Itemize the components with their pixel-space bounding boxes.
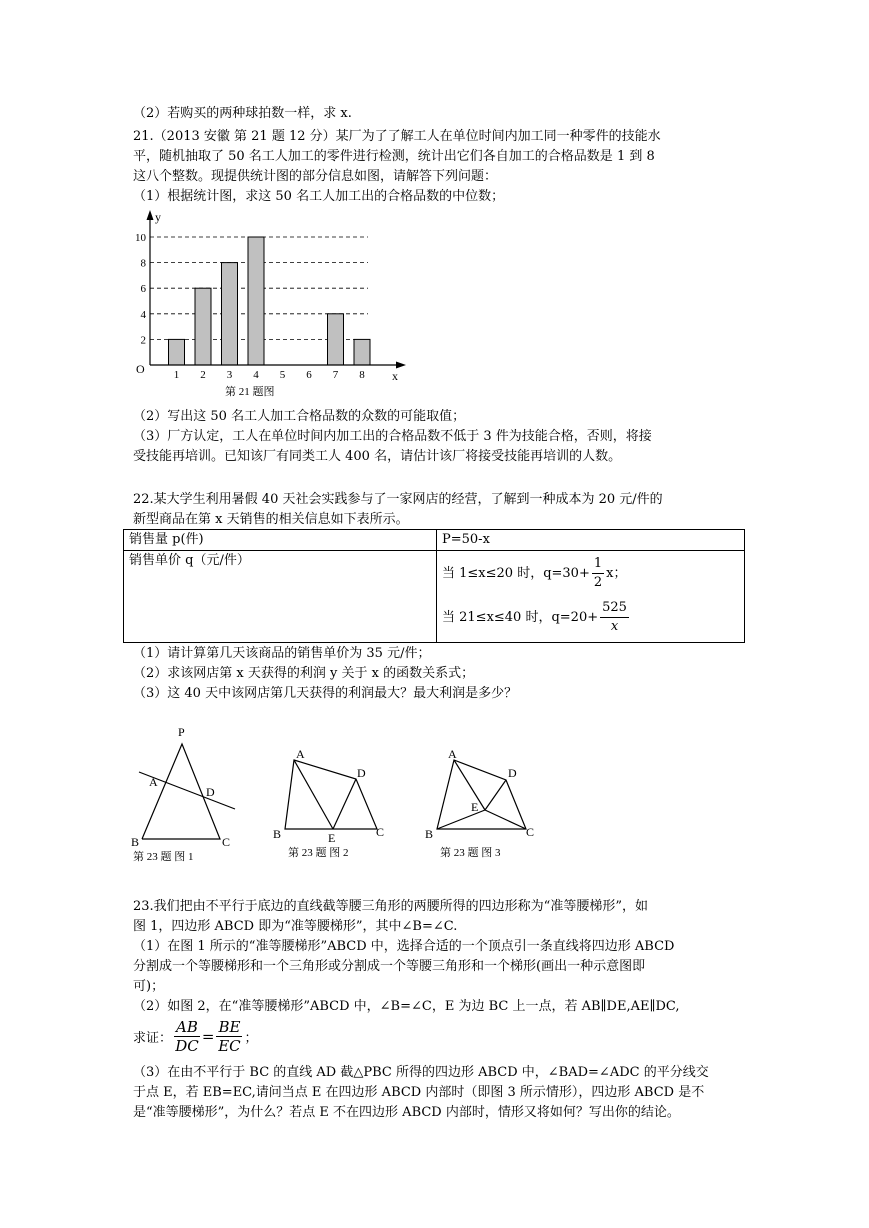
q23-line-2: 图 1，四边形 ABCD 即为“准等腰梯形”，其中∠B=∠C. bbox=[133, 919, 458, 934]
q23-proof-statement bbox=[133, 1018, 257, 1055]
x-tick-label: 3 bbox=[226, 369, 233, 381]
equals-sign: = bbox=[201, 1027, 215, 1046]
label-e: E bbox=[471, 800, 479, 814]
q21-part3-line-1: （3）厂方认定，工人在单位时间内加工出的合格品数不低于 3 件为技能合格，否则，将接 bbox=[133, 429, 652, 444]
label-e: E bbox=[328, 831, 336, 845]
proof-suffix: ； bbox=[244, 1031, 258, 1046]
table-row bbox=[124, 551, 745, 643]
q22-part3: （3）这 40 天中该网店第几天获得的利润最大？最大利润是多少？ bbox=[133, 686, 518, 701]
label-b: B bbox=[273, 827, 282, 841]
x-tick-label: 1 bbox=[173, 369, 180, 381]
q21-part2: （2）写出这 50 名工人加工合格品数的众数的可能取值； bbox=[133, 409, 466, 424]
x-tick-label: 7 bbox=[332, 369, 339, 381]
proof-prefix: 求证： bbox=[133, 1031, 173, 1046]
y-tick-label: 4 bbox=[140, 308, 146, 321]
label-a: A bbox=[296, 747, 305, 761]
fraction-be-numerator: BE bbox=[218, 1018, 241, 1036]
label-a: A bbox=[448, 747, 457, 761]
price-case-2 bbox=[442, 599, 739, 641]
q23-line-1: 23.我们把由不平行于底边的直线截等腰三角形的两腰所得的四边形称为“准等腰梯形”，如 bbox=[133, 899, 648, 914]
figure-1-caption: 第 23 题 图 1 bbox=[133, 851, 194, 863]
q23-line-4: 分割成一个等腰梯形和一个三角形或分割成一个等腰三角形和一个梯形(画出一种示意图即 bbox=[133, 959, 646, 974]
origin-label: O bbox=[136, 362, 145, 376]
segment-de bbox=[485, 780, 506, 810]
q22-info-table bbox=[123, 529, 745, 643]
case2-denominator: x bbox=[610, 619, 619, 634]
fraction-half bbox=[592, 555, 604, 592]
bar bbox=[195, 288, 211, 365]
chart-caption: 第 21 题图 bbox=[225, 386, 275, 398]
bar bbox=[328, 314, 344, 365]
q22-part2: （2）求该网店第 x 天获得的利润 y 关于 x 的函数关系式； bbox=[133, 666, 475, 681]
fraction-ec-denominator: EC bbox=[218, 1037, 241, 1055]
bar bbox=[222, 263, 238, 365]
table-cell-price-cases bbox=[437, 551, 745, 643]
q23-figure-3 bbox=[420, 740, 555, 865]
label-c: C bbox=[376, 825, 385, 839]
figure-3-caption: 第 23 题 图 3 bbox=[440, 847, 501, 859]
case1-denominator: 2 bbox=[593, 575, 603, 590]
q23-line-3: （1）在图 1 所示的“准等腰梯形”ABCD 中，选择合适的一个顶点引一条直线将四边形 ABCD bbox=[133, 939, 675, 954]
q23-figure-2 bbox=[270, 740, 395, 865]
q23-line-5: 可)； bbox=[133, 979, 165, 994]
q22-line-2: 新型商品在第 x 天销售的相关信息如下表所示。 bbox=[133, 512, 409, 527]
segment-de bbox=[333, 779, 356, 829]
label-p: P bbox=[178, 725, 185, 739]
y-axis-label: y bbox=[155, 210, 161, 224]
case1-prefix: 当 1≤x≤20 时，q=30+ bbox=[442, 566, 590, 581]
label-b: B bbox=[425, 827, 434, 841]
x-tick-label: 5 bbox=[279, 369, 286, 381]
price-case-1 bbox=[442, 552, 739, 599]
table-row bbox=[124, 530, 745, 551]
label-d: D bbox=[508, 766, 517, 780]
q23-part3-line-3: 是“准等腰梯形”，为什么？若点 E 不在四边形 ABCD 内部时，情形又将如何？写出你的结论。 bbox=[133, 1105, 680, 1120]
bar bbox=[169, 339, 185, 365]
figure-2-caption: 第 23 题 图 2 bbox=[288, 847, 349, 859]
fraction-be-ec bbox=[216, 1018, 242, 1055]
y-axis-arrow bbox=[147, 210, 154, 220]
case1-suffix: x； bbox=[606, 566, 627, 581]
label-c: C bbox=[222, 835, 231, 849]
case2-prefix: 当 21≤x≤40 时，q=20+ bbox=[442, 610, 599, 625]
y-tick-label: 2 bbox=[140, 334, 146, 347]
x-axis-label: x bbox=[392, 369, 398, 383]
label-d: D bbox=[357, 766, 366, 780]
table-cell-sales-value: P=50-x bbox=[437, 530, 745, 551]
y-tick-label: 6 bbox=[140, 283, 146, 296]
label-c: C bbox=[526, 825, 535, 839]
bar bbox=[248, 237, 264, 365]
fraction-ab-numerator: AB bbox=[176, 1018, 198, 1036]
x-axis-arrow bbox=[396, 362, 406, 369]
label-a: A bbox=[149, 775, 158, 789]
y-tick-label: 8 bbox=[140, 257, 146, 270]
q21-bar-chart bbox=[120, 208, 420, 400]
bar bbox=[354, 339, 370, 365]
x-tick-label: 8 bbox=[359, 369, 365, 381]
case2-numerator: 525 bbox=[600, 599, 629, 618]
q21-line-3: 这八个整数。现提供统计图的部分信息如图，请解答下列问题： bbox=[133, 169, 498, 184]
case1-numerator: 1 bbox=[592, 555, 604, 574]
table-cell-price-label: 销售单价 q（元/件） bbox=[124, 551, 437, 643]
table-cell-sales-label: 销售量 p(件) bbox=[124, 530, 437, 551]
q23-part3-line-1: （3）在由不平行于 BC 的直线 AD 截△PBC 所得的四边形 ABCD 中，∠BAD=∠ADC 的平分线交 bbox=[133, 1065, 709, 1080]
x-tick-label: 2 bbox=[200, 369, 206, 381]
q21-line-4: （1）根据统计图，求这 50 名工人加工出的合格品数的中位数； bbox=[133, 189, 505, 204]
q23-line-6: （2）如图 2，在“准等腰梯形”ABCD 中，∠B=∠C，E 为边 BC 上一点，若 AB∥DE,AE∥DC, bbox=[133, 999, 680, 1014]
x-tick-label: 6 bbox=[306, 369, 312, 381]
y-tick-label: 10 bbox=[135, 232, 146, 244]
label-b: B bbox=[131, 835, 140, 849]
q21-part3-line-2: 受技能再培训。已知该厂有同类工人 400 名，请估计该厂将接受技能再培训的人数。 bbox=[133, 449, 622, 464]
fraction-525-over-x bbox=[600, 599, 629, 636]
q23-figure-1 bbox=[125, 722, 250, 867]
x-tick-label: 4 bbox=[253, 369, 259, 381]
q22-line-1: 22.某大学生利用暑假 40 天社会实践参与了一家网店的经营，了解到一种成本为 20 元/件的 bbox=[133, 492, 663, 507]
q23-part3-line-2: 于点 E，若 EB=EC,请问当点 E 在四边形 ABCD 内部时（即图 3 所示情形），四边形 ABCD 是不 bbox=[133, 1085, 705, 1100]
q21-line-1: 21.（2013 安徽 第 21 题 12 分）某厂为了了解工人在单位时间内加工同一种零件的技能水 bbox=[133, 129, 661, 144]
label-d: D bbox=[206, 785, 215, 799]
q21-line-2: 平，随机抽取了 50 名工人加工的零件进行检测，统计出它们各自加工的合格品数是 1 到 8 bbox=[133, 149, 655, 164]
segment-ae bbox=[454, 760, 485, 810]
q20-part2: （2）若购买的两种球拍数一样，求 x. bbox=[133, 106, 352, 121]
fraction-ab-dc bbox=[174, 1018, 200, 1055]
q22-part1: （1）请计算第几天该商品的销售单价为 35 元/件； bbox=[133, 646, 431, 661]
fraction-dc-denominator: DC bbox=[175, 1037, 199, 1055]
